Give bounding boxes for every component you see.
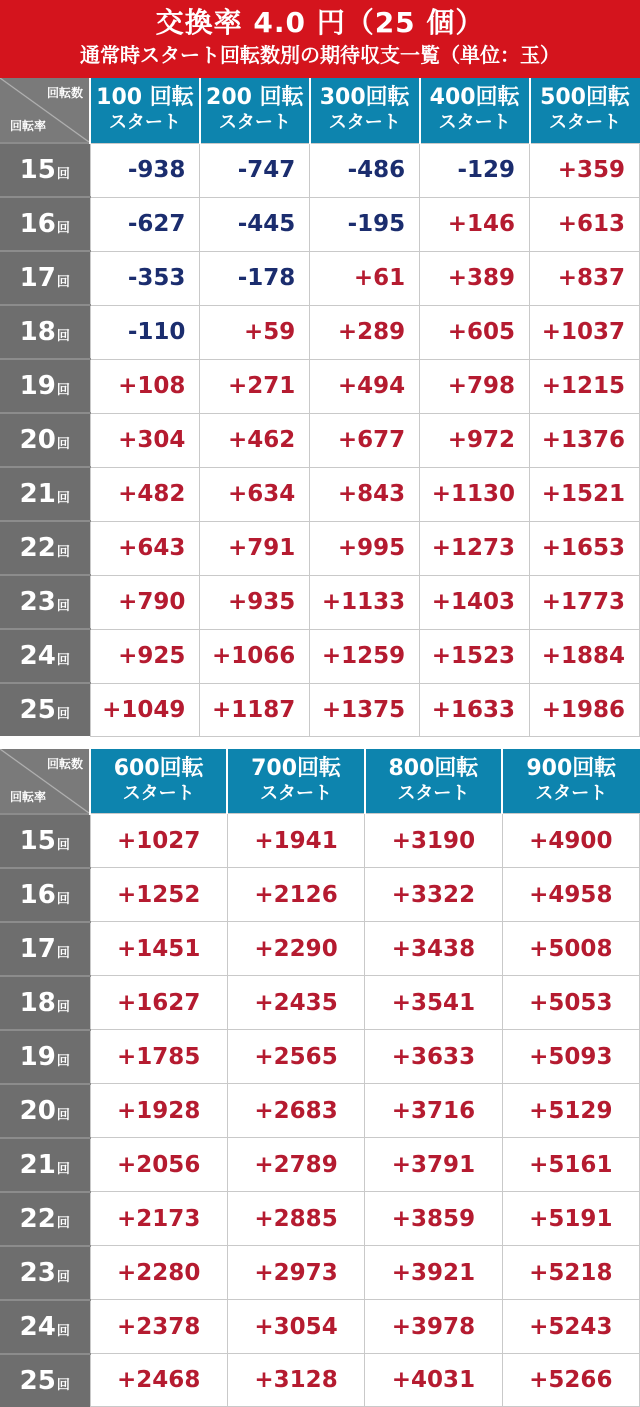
value-cell: +1130 [420,467,530,521]
row-label-unit: 回 [57,707,70,722]
column-header-start: スタート [311,111,419,135]
value-cell: +3921 [365,1246,502,1300]
row-label-rate: 25 [20,1366,56,1396]
row-label-rate: 20 [20,1096,56,1126]
column-header-spins: 800回転 [366,756,501,782]
value-cell: +5218 [502,1246,639,1300]
row-label [0,359,90,413]
value-cell: +3791 [365,1138,502,1192]
table-row [0,521,640,575]
row-label-rate: 25 [20,695,56,725]
value-cell: +5161 [502,1138,639,1192]
row-label [0,683,90,736]
value-cell: +3978 [365,1300,502,1354]
value-cell: +2435 [227,976,364,1030]
value-cell: +5053 [502,976,639,1030]
value-cell: +289 [310,305,420,359]
value-cell: +3438 [365,922,502,976]
value-cell: +5129 [502,1084,639,1138]
value-cell: +925 [90,629,200,683]
value-cell: +3633 [365,1030,502,1084]
value-cell: +2468 [90,1354,227,1407]
value-cell: +3859 [365,1192,502,1246]
row-label [0,467,90,521]
value-cell: +462 [200,413,310,467]
value-cell: +3541 [365,976,502,1030]
column-header-start: スタート [366,782,501,806]
value-cell: +1523 [420,629,530,683]
row-label [0,976,90,1030]
row-label-unit: 回 [57,1270,70,1285]
value-cell: -627 [90,197,200,251]
row-label-unit: 回 [57,329,70,344]
row-label [0,1030,90,1084]
column-header-start: スタート [531,111,640,135]
column-header-spins: 700回転 [228,756,363,782]
row-label [0,1300,90,1354]
column-header [502,749,639,814]
value-cell: +995 [310,521,420,575]
row-label-unit: 回 [57,491,70,506]
value-cell: +677 [310,413,420,467]
value-cell: +972 [420,413,530,467]
value-cell: -195 [310,197,420,251]
value-cell: +4031 [365,1354,502,1407]
value-cell: +1521 [530,467,640,521]
column-header [90,749,227,814]
value-cell: +5008 [502,922,639,976]
value-cell: +2173 [90,1192,227,1246]
value-cell: +1633 [420,683,530,736]
row-label-rate: 20 [20,425,56,455]
value-cell: +5191 [502,1192,639,1246]
row-label [0,868,90,922]
value-cell: +1187 [200,683,310,736]
value-cell: +1133 [310,575,420,629]
row-label [0,521,90,575]
corner-label-rate: 回転率 [10,788,46,805]
row-label [0,1084,90,1138]
value-cell: +935 [200,575,310,629]
row-label [0,1138,90,1192]
column-header-start: スタート [201,111,309,135]
row-label-rate: 16 [20,880,56,910]
value-cell: +1653 [530,521,640,575]
value-cell: +2973 [227,1246,364,1300]
value-cell: +1941 [227,814,364,868]
value-cell: +643 [90,521,200,575]
table-row [0,1192,640,1246]
value-cell: +1627 [90,976,227,1030]
row-label-unit: 回 [57,1162,70,1177]
table-row [0,305,640,359]
table-row [0,251,640,305]
table-row [0,1246,640,1300]
value-cell: +1375 [310,683,420,736]
value-cell: +1785 [90,1030,227,1084]
row-label-rate: 22 [20,533,56,563]
column-header-spins: 300回転 [311,85,419,111]
row-label-unit: 回 [57,1324,70,1339]
row-label-rate: 18 [20,988,56,1018]
value-cell: +5093 [502,1030,639,1084]
row-label [0,251,90,305]
table-row [0,413,640,467]
column-header-start: スタート [421,111,529,135]
column-header-spins: 400回転 [421,85,529,111]
row-label [0,1354,90,1407]
value-cell: +2565 [227,1030,364,1084]
value-cell: +2789 [227,1138,364,1192]
value-cell: +1376 [530,413,640,467]
value-cell: -178 [200,251,310,305]
table-row [0,683,640,736]
row-label-rate: 23 [20,587,56,617]
value-cell: +4900 [502,814,639,868]
row-label-rate: 17 [20,263,56,293]
value-cell: +1403 [420,575,530,629]
row-label [0,305,90,359]
row-label-rate: 19 [20,371,56,401]
table-gap [0,737,640,749]
value-cell: +1884 [530,629,640,683]
table-row [0,1084,640,1138]
value-cell: +3716 [365,1084,502,1138]
value-cell: -353 [90,251,200,305]
value-cell: +271 [200,359,310,413]
value-cell: +1451 [90,922,227,976]
column-header [365,749,502,814]
row-label-unit: 回 [57,383,70,398]
table-row [0,814,640,868]
column-header-start: スタート [91,111,199,135]
row-label-rate: 18 [20,317,56,347]
value-cell: +2683 [227,1084,364,1138]
value-cell: +482 [90,467,200,521]
value-cell: +389 [420,251,530,305]
value-cell: +634 [200,467,310,521]
row-label-unit: 回 [57,1378,70,1393]
column-header [200,78,310,143]
row-label-rate: 21 [20,479,56,509]
value-cell: +605 [420,305,530,359]
value-cell: +2280 [90,1246,227,1300]
row-label-unit: 回 [57,1108,70,1123]
value-cell: +146 [420,197,530,251]
value-cell: +1049 [90,683,200,736]
value-cell: -938 [90,143,200,197]
row-label-unit: 回 [57,892,70,907]
row-label-rate: 24 [20,1312,56,1342]
row-label-unit: 回 [57,653,70,668]
row-label [0,413,90,467]
column-header-spins: 600回転 [91,756,226,782]
value-cell: +790 [90,575,200,629]
value-cell: +5266 [502,1354,639,1407]
value-cell: +59 [200,305,310,359]
row-label [0,575,90,629]
column-header [90,78,200,143]
row-label-rate: 15 [20,155,56,185]
column-header-spins: 100 回転 [91,85,199,111]
row-label [0,143,90,197]
table-row [0,976,640,1030]
value-cell: +2378 [90,1300,227,1354]
value-cell: -445 [200,197,310,251]
value-cell: +613 [530,197,640,251]
table-row [0,467,640,521]
value-cell: +4958 [502,868,639,922]
value-cell: +798 [420,359,530,413]
value-cell: +2885 [227,1192,364,1246]
column-header-start: スタート [503,782,639,806]
value-cell: +1986 [530,683,640,736]
row-label-rate: 19 [20,1042,56,1072]
row-label-unit: 回 [57,1216,70,1231]
column-header-spins: 900回転 [503,756,639,782]
value-cell: +837 [530,251,640,305]
value-cell: +3054 [227,1300,364,1354]
corner-label-rate: 回転率 [10,117,46,134]
corner-label-spins: 回転数 [47,755,83,772]
column-header-start: スタート [91,782,226,806]
row-label-unit: 回 [57,946,70,961]
value-cell: +1027 [90,814,227,868]
value-cell: -110 [90,305,200,359]
value-cell: +108 [90,359,200,413]
row-label-unit: 回 [57,275,70,290]
value-cell: +1773 [530,575,640,629]
value-cell: +494 [310,359,420,413]
value-cell: +1037 [530,305,640,359]
value-cell: +3128 [227,1354,364,1407]
column-header [227,749,364,814]
row-label [0,922,90,976]
value-cell: -129 [420,143,530,197]
value-cell: +3190 [365,814,502,868]
table-row [0,922,640,976]
row-label-rate: 24 [20,641,56,671]
value-cell: +3322 [365,868,502,922]
corner-label-spins: 回転数 [47,84,83,101]
row-label-rate: 15 [20,826,56,856]
row-label-unit: 回 [57,167,70,182]
value-cell: +2290 [227,922,364,976]
table-row [0,629,640,683]
table-row [0,359,640,413]
row-label [0,814,90,868]
row-label-unit: 回 [57,545,70,560]
row-label-rate: 22 [20,1204,56,1234]
table-row [0,575,640,629]
row-label-rate: 23 [20,1258,56,1288]
value-cell: +2126 [227,868,364,922]
column-header [310,78,420,143]
value-cell: +1259 [310,629,420,683]
value-cell: +1252 [90,868,227,922]
corner-header [0,749,90,814]
column-header-start: スタート [228,782,363,806]
row-label-unit: 回 [57,437,70,452]
value-cell: +1273 [420,521,530,575]
corner-header [0,78,90,143]
row-label [0,1246,90,1300]
value-cell: +359 [530,143,640,197]
row-label-unit: 回 [57,1054,70,1069]
row-label-unit: 回 [57,599,70,614]
title-sub: 通常時スタート回転数別の期待収支一覧（単位：玉） [0,40,640,70]
value-cell: -486 [310,143,420,197]
row-label-unit: 回 [57,221,70,236]
row-label-rate: 16 [20,209,56,239]
value-cell: -747 [200,143,310,197]
table-row [0,1300,640,1354]
value-cell: +791 [200,521,310,575]
value-cell: +1928 [90,1084,227,1138]
row-label-rate: 17 [20,934,56,964]
row-label-unit: 回 [57,1000,70,1015]
row-label [0,197,90,251]
column-header [530,78,640,143]
value-cell: +2056 [90,1138,227,1192]
title-main: 交換率 4.0 円（25 個） [0,6,640,40]
title-banner [0,0,640,78]
table-row [0,1138,640,1192]
table-row [0,197,640,251]
table-row [0,143,640,197]
row-label [0,629,90,683]
row-label-rate: 21 [20,1150,56,1180]
table-row [0,1030,640,1084]
column-header [420,78,530,143]
payout-table-1 [0,78,640,737]
column-header-spins: 200 回転 [201,85,309,111]
value-cell: +61 [310,251,420,305]
value-cell: +1066 [200,629,310,683]
table-row [0,868,640,922]
row-label-unit: 回 [57,838,70,853]
row-label [0,1192,90,1246]
value-cell: +843 [310,467,420,521]
value-cell: +1215 [530,359,640,413]
table-row [0,1354,640,1407]
value-cell: +304 [90,413,200,467]
value-cell: +5243 [502,1300,639,1354]
column-header-spins: 500回転 [531,85,640,111]
payout-table-2 [0,749,640,1407]
